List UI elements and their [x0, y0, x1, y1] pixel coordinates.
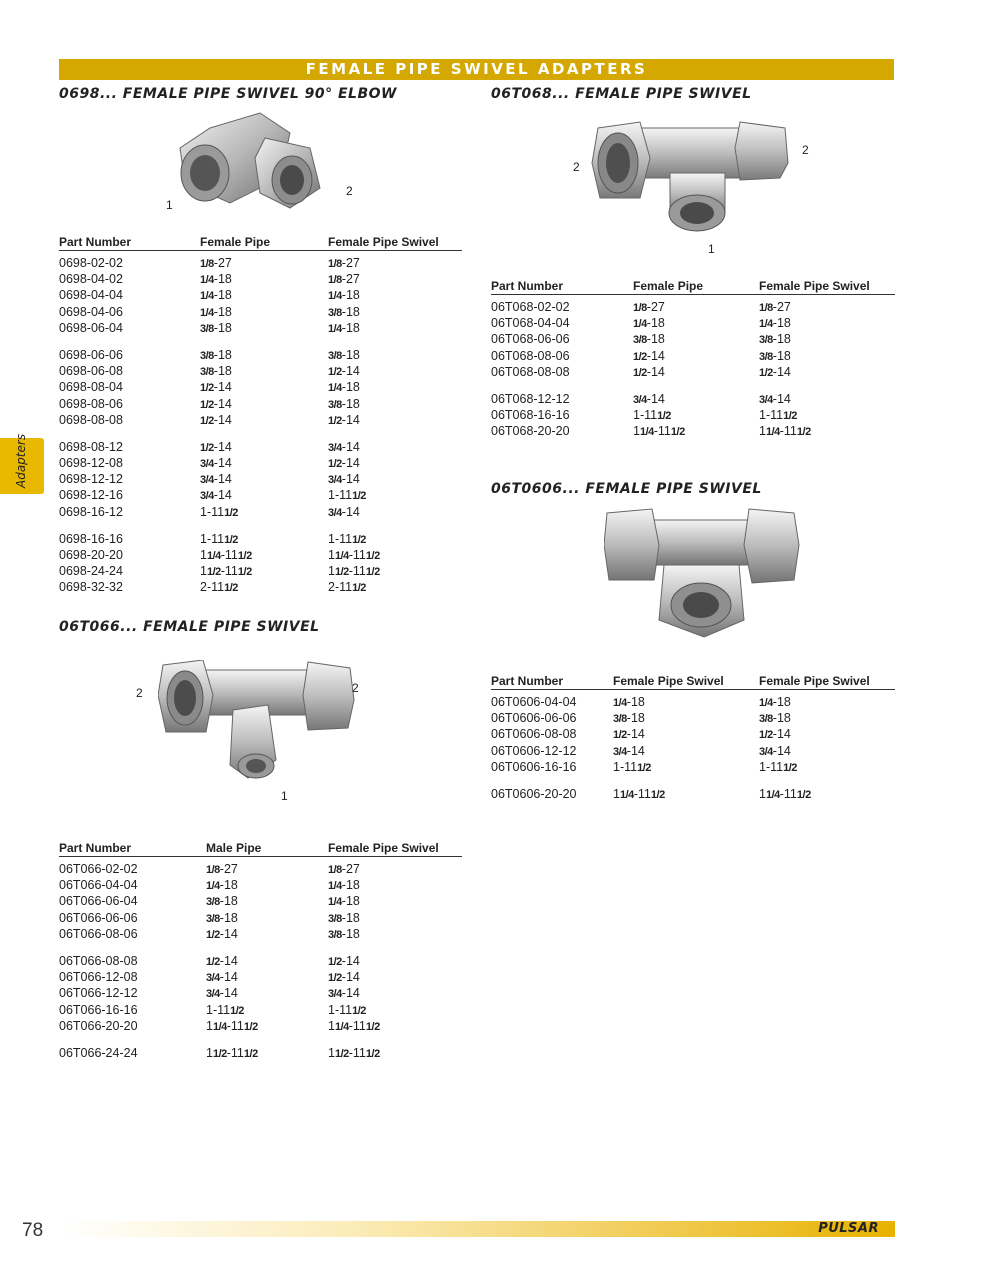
tee-fitting-06T066-image	[158, 660, 358, 785]
thread-size-cell: 1/2-14	[633, 348, 665, 363]
thread-size-cell: 1/2-14	[759, 364, 791, 379]
brand-logo: PULSAR	[818, 1221, 879, 1236]
thread-size-cell: 1/2-14	[328, 456, 360, 471]
thread-size-cell: 3/4-14	[759, 391, 791, 406]
table-06T066	[59, 840, 462, 1061]
table-row	[491, 348, 895, 364]
table-row	[59, 531, 462, 547]
part-number-cell: 06T068-08-08	[491, 364, 570, 379]
table-row	[59, 412, 462, 428]
thread-size-cell: 11/2-111/2	[328, 1045, 380, 1060]
table-row	[59, 910, 462, 926]
thread-size-cell: 1/2-14	[613, 727, 645, 742]
part-number-cell: 06T068-02-02	[491, 300, 570, 314]
table-row	[59, 861, 462, 877]
thread-size-cell: 3/8-18	[759, 711, 791, 726]
thread-size-cell: 1/4-18	[328, 894, 360, 909]
part-number-cell: 0698-20-20	[59, 548, 123, 562]
table-row	[59, 363, 462, 379]
port-label: 2	[352, 681, 359, 695]
tee-fitting-06T0606-image	[604, 505, 800, 640]
port-label: 1	[708, 242, 715, 256]
thread-size-cell: 3/8-18	[200, 364, 232, 379]
column-header: Part Number	[491, 674, 564, 688]
thread-size-cell: 3/4-14	[200, 488, 232, 503]
table-row	[59, 287, 462, 303]
section-title-0698: 0698... FEMALE PIPE SWIVEL 90° ELBOW	[59, 86, 397, 102]
table-row	[491, 407, 895, 423]
thread-size-cell: 11/4-111/2	[328, 1018, 380, 1033]
part-number-cell: 06T068-20-20	[491, 424, 570, 439]
part-number-cell: 06T066-08-08	[59, 953, 138, 968]
table-row	[491, 364, 895, 380]
thread-size-cell: 3/4-14	[328, 986, 360, 1001]
thread-size-cell: 1/2-14	[200, 396, 232, 411]
table-row	[59, 893, 462, 909]
table-row	[59, 487, 462, 503]
thread-size-cell: 3/4-14	[206, 970, 238, 985]
table-row	[491, 315, 895, 331]
section-title-06T068: 06T068... FEMALE PIPE SWIVEL	[491, 86, 752, 102]
thread-size-cell: 1/2-14	[200, 439, 232, 454]
table-row	[59, 455, 462, 471]
thread-size-cell: 1/4-18	[328, 380, 360, 395]
thread-size-cell: 1/8-27	[200, 256, 232, 270]
thread-size-cell: 1/8-27	[206, 862, 238, 876]
part-number-cell: 0698-12-16	[59, 488, 123, 503]
thread-size-cell: 1-111/2	[328, 531, 366, 546]
thread-size-cell: 1/4-18	[200, 288, 232, 303]
page-number: 78	[22, 1220, 44, 1241]
table-row	[491, 694, 895, 710]
side-tab-label: Adapters	[14, 433, 28, 488]
table-row	[59, 579, 462, 595]
column-header: Female Pipe	[200, 235, 271, 249]
thread-size-cell: 3/8-18	[759, 332, 791, 347]
thread-size-cell: 1/4-18	[759, 316, 791, 331]
part-number-cell: 0698-02-02	[59, 256, 123, 270]
part-number-cell: 0698-12-08	[59, 456, 123, 471]
thread-size-cell: 1-111/2	[633, 408, 671, 423]
port-label: 2	[346, 184, 353, 198]
table-row	[59, 1045, 462, 1061]
thread-size-cell: 3/8-18	[633, 332, 665, 347]
thread-size-cell: 11/4-111/2	[613, 786, 665, 801]
part-number-cell: 06T068-04-04	[491, 316, 570, 331]
column-header: Part Number	[59, 235, 132, 249]
table-row	[491, 391, 895, 407]
column-header: Female Pipe	[633, 279, 704, 293]
table-06T068	[491, 278, 895, 440]
column-header: Part Number	[491, 279, 564, 293]
part-number-cell: 0698-06-04	[59, 320, 123, 335]
table-header	[59, 234, 462, 251]
column-header: Female Pipe Swivel	[759, 674, 870, 688]
thread-size-cell: 3/4-14	[328, 472, 360, 487]
thread-size-cell: 3/4-14	[759, 743, 791, 758]
part-number-cell: 0698-08-08	[59, 412, 123, 427]
part-number-cell: 0698-16-16	[59, 531, 123, 546]
table-row	[59, 985, 462, 1001]
banner-title: FEMALE PIPE SWIVEL ADAPTERS	[305, 60, 648, 78]
thread-size-cell: 3/8-18	[613, 711, 645, 726]
table-header	[491, 278, 895, 295]
thread-size-cell: 2-111/2	[200, 580, 238, 595]
thread-size-cell: 3/8-18	[200, 320, 232, 335]
part-number-cell: 0698-06-08	[59, 364, 123, 379]
table-row	[59, 304, 462, 320]
table-row	[59, 471, 462, 487]
thread-size-cell: 1/8-27	[328, 862, 360, 876]
thread-size-cell: 11/4-111/2	[328, 548, 380, 562]
part-number-cell: 06T066-06-04	[59, 894, 138, 909]
thread-size-cell: 1/2-14	[328, 412, 360, 427]
thread-size-cell: 11/4-111/2	[759, 424, 811, 439]
part-number-cell: 0698-08-06	[59, 396, 123, 411]
thread-size-cell: 1/4-18	[633, 316, 665, 331]
thread-size-cell: 3/8-18	[328, 347, 360, 362]
part-number-cell: 0698-08-12	[59, 439, 123, 454]
thread-size-cell: 1-111/2	[759, 408, 797, 423]
thread-size-cell: 3/8-18	[328, 926, 360, 941]
thread-size-cell: 1/4-18	[200, 304, 232, 319]
table-row	[491, 423, 895, 439]
port-label: 2	[573, 160, 580, 174]
thread-size-cell: 3/8-18	[328, 304, 360, 319]
table-row	[59, 563, 462, 579]
part-number-cell: 06T0606-20-20	[491, 786, 577, 801]
part-number-cell: 06T066-04-04	[59, 878, 138, 893]
thread-size-cell: 1/8-27	[328, 256, 360, 270]
side-tab-adapters[interactable]	[0, 433, 44, 494]
table-row	[491, 743, 895, 759]
thread-size-cell: 3/8-18	[328, 910, 360, 925]
thread-size-cell: 1-111/2	[200, 504, 238, 519]
table-row	[491, 299, 895, 315]
thread-size-cell: 3/4-14	[633, 391, 665, 406]
thread-size-cell: 11/4-111/2	[759, 786, 811, 801]
part-number-cell: 0698-04-04	[59, 288, 123, 303]
thread-size-cell: 3/8-18	[206, 910, 238, 925]
table-row	[59, 255, 462, 271]
part-number-cell: 0698-08-04	[59, 380, 123, 395]
thread-size-cell: 1-111/2	[328, 1002, 366, 1017]
table-header	[59, 840, 462, 857]
table-row	[491, 710, 895, 726]
section-title-06T066: 06T066... FEMALE PIPE SWIVEL	[59, 619, 320, 635]
thread-size-cell: 11/2-111/2	[206, 1045, 258, 1060]
thread-size-cell: 1-111/2	[200, 531, 238, 546]
thread-size-cell: 3/8-18	[200, 347, 232, 362]
part-number-cell: 0698-12-12	[59, 472, 123, 487]
thread-size-cell: 3/4-14	[206, 986, 238, 1001]
table-0698	[59, 234, 462, 596]
table-row	[59, 926, 462, 942]
thread-size-cell: 1/4-18	[613, 695, 645, 709]
thread-size-cell: 1/4-18	[328, 878, 360, 893]
thread-size-cell: 1/8-27	[328, 272, 360, 287]
thread-size-cell: 1/4-18	[328, 288, 360, 303]
thread-size-cell: 1/2-14	[200, 412, 232, 427]
port-label: 1	[166, 198, 173, 212]
table-row	[59, 396, 462, 412]
part-number-cell: 06T066-12-12	[59, 986, 138, 1001]
part-number-cell: 06T066-24-24	[59, 1045, 138, 1060]
thread-size-cell: 1/2-14	[200, 380, 232, 395]
part-number-cell: 0698-32-32	[59, 580, 123, 595]
thread-size-cell: 1-111/2	[759, 759, 797, 774]
table-row	[59, 379, 462, 395]
page-banner	[59, 59, 894, 80]
thread-size-cell: 1/8-27	[633, 300, 665, 314]
table-row	[491, 726, 895, 742]
table-row	[59, 439, 462, 455]
thread-size-cell: 1/4-18	[206, 878, 238, 893]
thread-size-cell: 1/2-14	[206, 953, 238, 968]
table-row	[59, 953, 462, 969]
part-number-cell: 06T0606-16-16	[491, 759, 577, 774]
part-number-cell: 06T068-06-06	[491, 332, 570, 347]
table-row	[491, 331, 895, 347]
thread-size-cell: 3/4-14	[328, 504, 360, 519]
port-label: 2	[802, 143, 809, 157]
part-number-cell: 0698-04-06	[59, 304, 123, 319]
thread-size-cell: 3/4-14	[613, 743, 645, 758]
part-number-cell: 06T066-12-08	[59, 970, 138, 985]
port-label: 1	[281, 789, 288, 803]
thread-size-cell: 1/4-18	[328, 320, 360, 335]
part-number-cell: 06T066-20-20	[59, 1018, 138, 1033]
thread-size-cell: 11/4-111/2	[200, 548, 252, 562]
thread-size-cell: 11/4-111/2	[206, 1018, 258, 1033]
part-number-cell: 06T066-08-06	[59, 926, 138, 941]
table-row	[59, 547, 462, 563]
table-row	[59, 504, 462, 520]
thread-size-cell: 1-111/2	[328, 488, 366, 503]
part-number-cell: 0698-04-02	[59, 272, 123, 287]
thread-size-cell: 1/2-14	[633, 364, 665, 379]
table-row	[59, 320, 462, 336]
thread-size-cell: 3/4-14	[328, 439, 360, 454]
thread-size-cell: 1/4-18	[759, 695, 791, 709]
part-number-cell: 06T066-02-02	[59, 862, 138, 876]
thread-size-cell: 3/8-18	[328, 396, 360, 411]
section-title-06T0606: 06T0606... FEMALE PIPE SWIVEL	[491, 481, 762, 497]
table-row	[59, 877, 462, 893]
tee-fitting-06T068-image	[590, 118, 790, 233]
table-row	[59, 1018, 462, 1034]
part-number-cell: 06T068-08-06	[491, 348, 570, 363]
table-row	[59, 1002, 462, 1018]
column-header: Male Pipe	[206, 841, 262, 855]
elbow-fitting-image	[170, 108, 330, 218]
part-number-cell: 06T066-06-06	[59, 910, 138, 925]
footer-bar	[60, 1221, 895, 1237]
thread-size-cell: 1/2-14	[328, 953, 360, 968]
part-number-cell: 06T0606-12-12	[491, 743, 577, 758]
thread-size-cell: 3/8-18	[206, 894, 238, 909]
part-number-cell: 0698-16-12	[59, 504, 123, 519]
table-row	[59, 969, 462, 985]
thread-size-cell: 11/2-111/2	[328, 564, 380, 579]
table-06T0606	[491, 673, 895, 802]
thread-size-cell: 3/4-14	[200, 472, 232, 487]
thread-size-cell: 1/4-18	[200, 272, 232, 287]
thread-size-cell: 11/2-111/2	[200, 564, 252, 579]
thread-size-cell: 1/2-14	[759, 727, 791, 742]
part-number-cell: 06T068-12-12	[491, 391, 570, 406]
column-header: Female Pipe Swivel	[328, 235, 439, 249]
thread-size-cell: 3/8-18	[759, 348, 791, 363]
table-row	[491, 759, 895, 775]
table-row	[491, 786, 895, 802]
column-header: Female Pipe Swivel	[613, 674, 724, 688]
table-row	[59, 271, 462, 287]
thread-size-cell: 1-111/2	[613, 759, 651, 774]
column-header: Part Number	[59, 841, 132, 855]
column-header: Female Pipe Swivel	[328, 841, 439, 855]
table-row	[59, 347, 462, 363]
port-label: 2	[136, 686, 143, 700]
thread-size-cell: 2-111/2	[328, 580, 366, 595]
thread-size-cell: 1/2-14	[328, 364, 360, 379]
thread-size-cell: 3/4-14	[200, 456, 232, 471]
part-number-cell: 0698-24-24	[59, 564, 123, 579]
thread-size-cell: 11/4-111/2	[633, 424, 685, 439]
table-header	[491, 673, 895, 690]
part-number-cell: 0698-06-06	[59, 347, 123, 362]
part-number-cell: 06T066-16-16	[59, 1002, 138, 1017]
thread-size-cell: 1-111/2	[206, 1002, 244, 1017]
part-number-cell: 06T0606-08-08	[491, 727, 577, 742]
thread-size-cell: 1/8-27	[759, 300, 791, 314]
part-number-cell: 06T0606-06-06	[491, 711, 577, 726]
thread-size-cell: 1/2-14	[328, 970, 360, 985]
thread-size-cell: 1/2-14	[206, 926, 238, 941]
part-number-cell: 06T068-16-16	[491, 408, 570, 423]
column-header: Female Pipe Swivel	[759, 279, 870, 293]
part-number-cell: 06T0606-04-04	[491, 695, 577, 709]
